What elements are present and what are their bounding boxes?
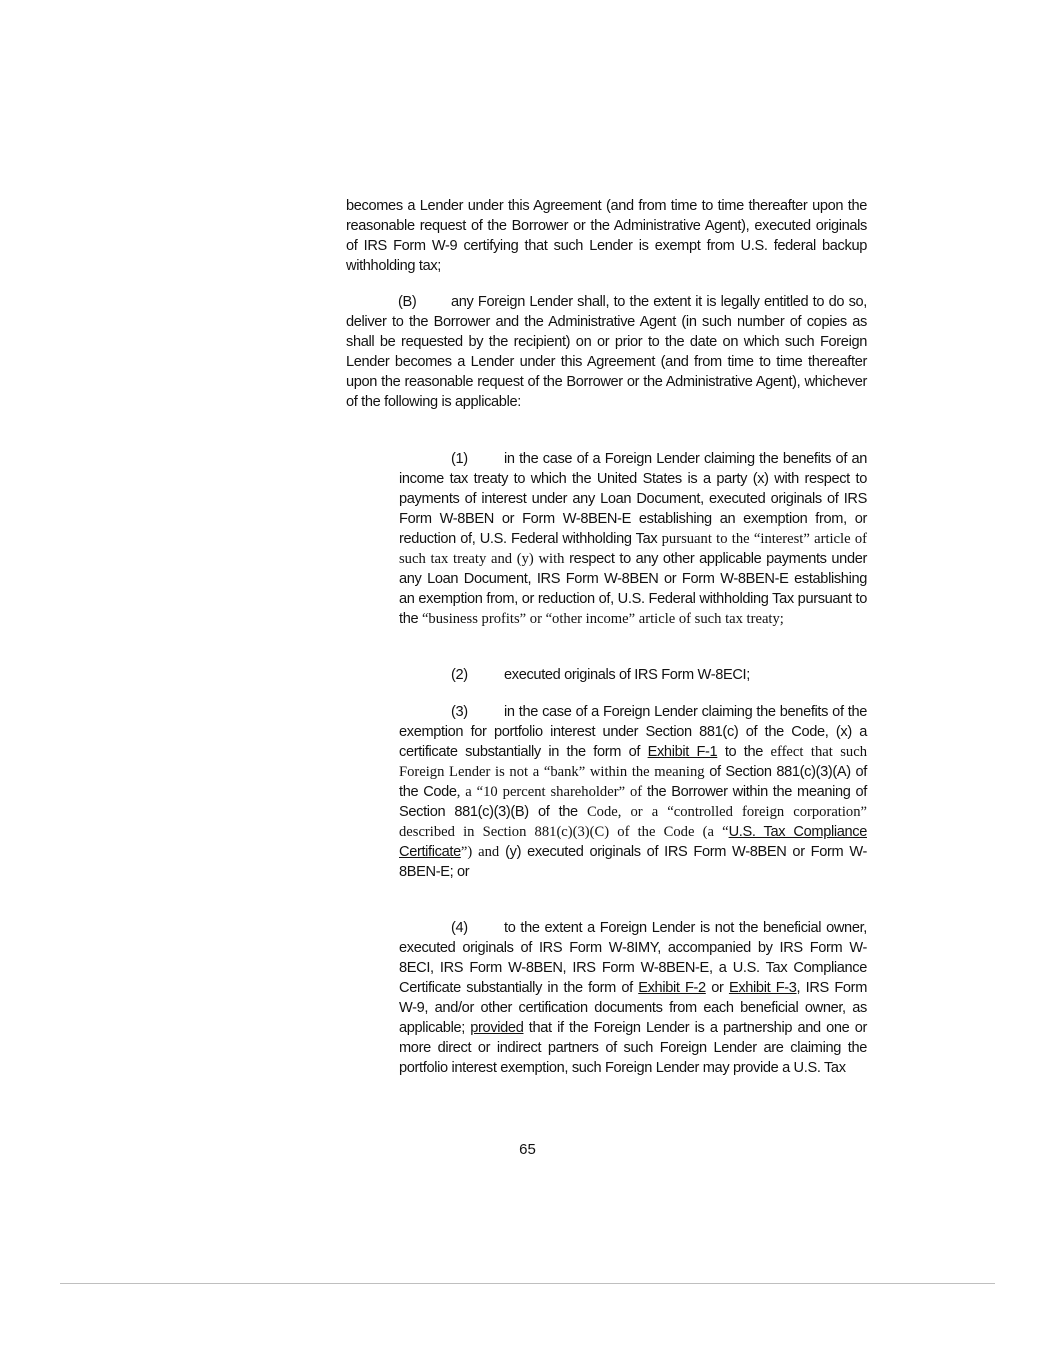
item-1-text-a: in the case of a Foreign Lender claiming the benefits of an income tax treaty to which the United States is a party (x) with respect to payments of interest under any Loan Document, executed originals of IRS Form W-8BEN or Form W-8BEN-E establishing an exemption from, or reduction of, U.S. Federal withholding Tax — [399, 451, 867, 547]
exhibit-f3-link[interactable]: Exhibit F-3 — [728, 980, 797, 996]
item-1-text-b: pursuant to the “interest” article of such tax treaty and (y) with — [399, 531, 867, 567]
list-item-3 — [399, 702, 867, 882]
item-3-text-d: of Section 881(c)(3)(A) of the Code — [399, 764, 867, 800]
item-3-text-b: to the — [717, 744, 764, 760]
item-3-text-g: Code, or a “controlled foreign corporation” described in Section 881(c)(3)(C) of the Code (a “ — [399, 804, 867, 840]
exhibit-f2-link[interactable]: Exhibit F-2 — [638, 980, 706, 996]
item-4-text-a: to the extent a Foreign Lender is not the beneficial owner, executed originals of IRS Form W-8IMY, accompanied by IRS Form W-8ECI, IRS Form W-8BEN, IRS Form W-8BEN-E, a U.S. Tax Compliance Certificate substantially in the form of — [399, 920, 867, 996]
item-3-text-h: ”) and — [460, 844, 506, 860]
exhibit-f1-link[interactable]: Exhibit F-1 — [647, 744, 718, 760]
paragraph-b-label: (B) — [398, 294, 417, 310]
list-item-1 — [399, 449, 867, 629]
item-4-text-c: , IRS Form W-9, and/or other certification documents from each beneficial owner, as applicable; — [399, 980, 867, 1036]
paragraph-intro-text: becomes a Lender under this Agreement (and from time to time thereafter upon the reasonable request of the Borrower or the Administrative Agent), executed originals of IRS Form W-9 certifying that such Lender is exempt from U.S. federal backup withholding tax; — [346, 198, 867, 274]
item-3-text-a: in the case of a Foreign Lender claiming the benefits of the exemption for portfolio interest under Section 881(c) of the Code, (x) a certificate substantially in the form of — [399, 704, 867, 760]
item-2-label: (2) — [451, 667, 468, 683]
item-4-text-b: or — [705, 980, 729, 996]
footer-divider — [60, 1283, 995, 1284]
item-3-text-i: (y) executed originals of IRS Form W-8BEN or Form W-8BEN-E; or — [399, 844, 867, 880]
item-3-text-f: the Borrower within the meaning of Section 881(c)(3)(B) of the — [399, 784, 867, 820]
provided-term: provided — [470, 1020, 524, 1036]
item-4-text-d: that if the Foreign Lender is a partnership and one or more direct or indirect partners of such Foreign Lender are claiming the portfolio interest exemption, such Foreign Lender may provide a U.S. Tax — [399, 1020, 868, 1076]
item-3-text-e: , a “10 percent shareholder” of — [456, 784, 648, 800]
item-1-text-d: “business profits” or “other income” article of such tax treaty; — [421, 611, 784, 627]
item-3-text-c: effect that such Foreign Lender is not a “bank” within the meaning — [399, 744, 867, 780]
item-4-label: (4) — [451, 920, 468, 936]
item-2-text: executed originals of IRS Form W-8ECI; — [504, 667, 750, 683]
item-1-text-c: respect to any other applicable payments under any Loan Document, IRS Form W-8BEN or Form W-8BEN-E establishing an exemption from, or reduction of, U.S. Federal withholding Tax pursuant to the — [399, 551, 867, 627]
paragraph-intro — [346, 196, 867, 276]
page-number: 65 — [519, 1141, 536, 1158]
list-item-2 — [399, 665, 867, 685]
tax-compliance-certificate-term: U.S. Tax Compliance Certificate — [399, 824, 867, 860]
paragraph-b-text: any Foreign Lender shall, to the extent it is legally entitled to do so, deliver to the Borrower and the Administrative Agent (in such number of copies as shall be requested by the recipient) on or prior to the date on which such Foreign Lender becomes a Lender under this Agreement (and from time to time thereafter upon the reasonable request of the Borrower or the Administrative Agent), whichever of the following is applicable: — [346, 294, 867, 410]
paragraph-b — [346, 292, 867, 412]
list-item-4 — [399, 918, 867, 1078]
item-3-label: (3) — [451, 704, 468, 720]
item-1-label: (1) — [451, 451, 468, 467]
